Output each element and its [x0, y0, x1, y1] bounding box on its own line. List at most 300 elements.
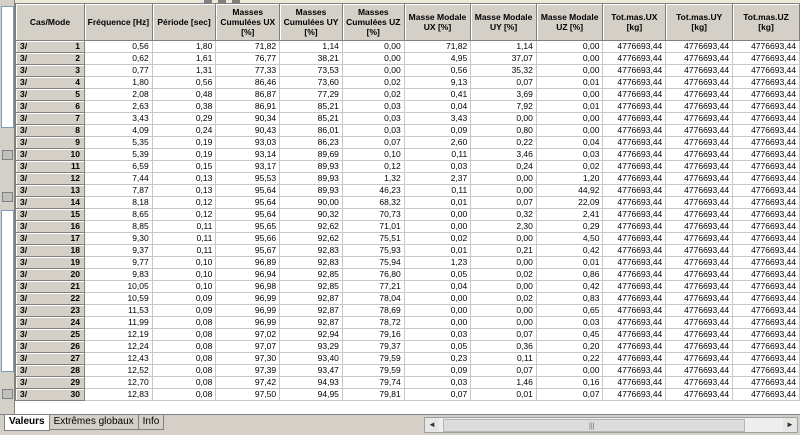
cell-mmuy[interactable]: 2,30: [471, 221, 537, 233]
cell-mmux[interactable]: 0,07: [404, 389, 471, 401]
cell-tuz[interactable]: 4776693,44: [733, 137, 800, 149]
cell-mcuy[interactable]: 93,40: [280, 353, 343, 365]
cell-tuz[interactable]: 4776693,44: [733, 389, 800, 401]
cell-tux[interactable]: 4776693,44: [603, 221, 666, 233]
cell-mmuy[interactable]: 0,00: [471, 317, 537, 329]
cell-mmuz[interactable]: 0,03: [536, 317, 603, 329]
cell-mcuz[interactable]: 76,80: [342, 269, 404, 281]
cell-mmux[interactable]: 2,37: [404, 173, 471, 185]
cell-mmuy[interactable]: 0,07: [471, 365, 537, 377]
cell-mmuz[interactable]: 0,16: [536, 377, 603, 389]
cell-period[interactable]: 0,12: [152, 209, 216, 221]
scroll-right-arrow-icon[interactable]: ►: [783, 418, 797, 432]
table-row[interactable]: [16, 245, 800, 257]
cell-mcux[interactable]: 93,03: [216, 137, 280, 149]
table-row[interactable]: [16, 65, 800, 77]
cell-tuz[interactable]: 4776693,44: [733, 149, 800, 161]
row-header[interactable]: [16, 137, 85, 149]
cell-mmux[interactable]: 0,11: [404, 149, 471, 161]
table-row[interactable]: [16, 173, 800, 185]
cell-mmuy[interactable]: 0,07: [471, 77, 537, 89]
cell-tuz[interactable]: 4776693,44: [733, 245, 800, 257]
cell-freq[interactable]: 12,52: [85, 365, 153, 377]
cell-tuy[interactable]: 4776693,44: [666, 377, 733, 389]
cell-period[interactable]: 1,80: [152, 41, 216, 53]
cell-tuz[interactable]: 4776693,44: [733, 101, 800, 113]
cell-freq[interactable]: 12,70: [85, 377, 153, 389]
cell-tuz[interactable]: 4776693,44: [733, 125, 800, 137]
cell-freq[interactable]: 3,43: [85, 113, 153, 125]
cell-freq[interactable]: 8,65: [85, 209, 153, 221]
cell-mmuy[interactable]: 0,00: [471, 257, 537, 269]
cell-mmuz[interactable]: 0,65: [536, 305, 603, 317]
cell-tuz[interactable]: 4776693,44: [733, 233, 800, 245]
cell-tuz[interactable]: 4776693,44: [733, 329, 800, 341]
cell-mmuy[interactable]: 0,00: [471, 281, 537, 293]
cell-mcuz[interactable]: 1,32: [342, 173, 404, 185]
cell-mmuz[interactable]: 0,86: [536, 269, 603, 281]
cell-mcuz[interactable]: 75,94: [342, 257, 404, 269]
cell-period[interactable]: 0,10: [152, 269, 216, 281]
table-row[interactable]: [16, 113, 800, 125]
cell-tuy[interactable]: 4776693,44: [666, 269, 733, 281]
cell-mcuy[interactable]: 92,87: [280, 293, 343, 305]
cell-tux[interactable]: 4776693,44: [603, 149, 666, 161]
table-row[interactable]: [16, 329, 800, 341]
cell-mcux[interactable]: 95,65: [216, 221, 280, 233]
cell-tuy[interactable]: 4776693,44: [666, 329, 733, 341]
cell-mcuy[interactable]: 85,21: [280, 113, 343, 125]
cell-mcuy[interactable]: 86,23: [280, 137, 343, 149]
cell-freq[interactable]: 9,77: [85, 257, 153, 269]
cell-mcux[interactable]: 86,91: [216, 101, 280, 113]
cell-mcux[interactable]: 95,66: [216, 233, 280, 245]
cell-mcuz[interactable]: 70,73: [342, 209, 404, 221]
cell-mmux[interactable]: 0,03: [404, 329, 471, 341]
cell-freq[interactable]: 7,44: [85, 173, 153, 185]
cell-period[interactable]: 0,15: [152, 161, 216, 173]
cell-mmuy[interactable]: 0,80: [471, 125, 537, 137]
cell-mmux[interactable]: 4,95: [404, 53, 471, 65]
cell-mmuy[interactable]: 35,32: [471, 65, 537, 77]
cell-tuz[interactable]: 4776693,44: [733, 257, 800, 269]
column-header-mmuy[interactable]: Masse Modale UY [%]: [471, 4, 537, 41]
cell-period[interactable]: 1,61: [152, 53, 216, 65]
cell-freq[interactable]: 1,80: [85, 77, 153, 89]
row-header[interactable]: [16, 65, 85, 77]
cell-mcuz[interactable]: 0,03: [342, 125, 404, 137]
table-row[interactable]: [16, 101, 800, 113]
scroll-left-arrow-icon[interactable]: ◄: [425, 418, 439, 432]
table-row[interactable]: [16, 41, 800, 53]
table-row[interactable]: [16, 341, 800, 353]
cell-mcuy[interactable]: 89,93: [280, 173, 343, 185]
cell-mmuz[interactable]: 0,29: [536, 221, 603, 233]
table-row[interactable]: [16, 233, 800, 245]
cell-tuz[interactable]: 4776693,44: [733, 89, 800, 101]
cell-mcuz[interactable]: 79,74: [342, 377, 404, 389]
cell-tuy[interactable]: 4776693,44: [666, 197, 733, 209]
cell-mcuy[interactable]: 89,93: [280, 185, 343, 197]
cell-mcuy[interactable]: 93,47: [280, 365, 343, 377]
cell-mmuz[interactable]: 0,20: [536, 341, 603, 353]
cell-tux[interactable]: 4776693,44: [603, 281, 666, 293]
cell-period[interactable]: 0,10: [152, 281, 216, 293]
cell-tux[interactable]: 4776693,44: [603, 173, 666, 185]
cell-tuz[interactable]: 4776693,44: [733, 197, 800, 209]
cell-mcux[interactable]: 96,99: [216, 305, 280, 317]
cell-freq[interactable]: 12,19: [85, 329, 153, 341]
cell-tuz[interactable]: 4776693,44: [733, 41, 800, 53]
cell-mmuz[interactable]: 0,00: [536, 365, 603, 377]
cell-mmuy[interactable]: 0,32: [471, 209, 537, 221]
cell-tuy[interactable]: 4776693,44: [666, 65, 733, 77]
cell-period[interactable]: 0,08: [152, 377, 216, 389]
cell-mcux[interactable]: 95,64: [216, 197, 280, 209]
cell-freq[interactable]: 2,63: [85, 101, 153, 113]
table-row[interactable]: [16, 185, 800, 197]
cell-tuy[interactable]: 4776693,44: [666, 389, 733, 401]
cell-mcuy[interactable]: 89,93: [280, 161, 343, 173]
cell-tux[interactable]: 4776693,44: [603, 257, 666, 269]
cell-mmuy[interactable]: 0,02: [471, 293, 537, 305]
cell-period[interactable]: 0,24: [152, 125, 216, 137]
cell-mcuy[interactable]: 90,32: [280, 209, 343, 221]
cell-mmuy[interactable]: 0,00: [471, 233, 537, 245]
cell-freq[interactable]: 0,77: [85, 65, 153, 77]
cell-period[interactable]: 0,11: [152, 245, 216, 257]
cell-freq[interactable]: 9,37: [85, 245, 153, 257]
cell-freq[interactable]: 11,53: [85, 305, 153, 317]
cell-mmuy[interactable]: 37,07: [471, 53, 537, 65]
table-row[interactable]: [16, 281, 800, 293]
cell-mmuz[interactable]: 0,00: [536, 125, 603, 137]
cell-mcuy[interactable]: 90,00: [280, 197, 343, 209]
cell-mmuz[interactable]: 0,01: [536, 101, 603, 113]
cell-freq[interactable]: 9,83: [85, 269, 153, 281]
column-header-period[interactable]: Période [sec]: [152, 4, 216, 41]
row-header[interactable]: [16, 245, 85, 257]
row-header[interactable]: [16, 125, 85, 137]
table-row[interactable]: [16, 389, 800, 401]
table-row[interactable]: [16, 149, 800, 161]
row-header[interactable]: [16, 281, 85, 293]
cell-freq[interactable]: 0,56: [85, 41, 153, 53]
cell-mcux[interactable]: 96,89: [216, 257, 280, 269]
table-row[interactable]: [16, 125, 800, 137]
cell-mmux[interactable]: 1,23: [404, 257, 471, 269]
cell-mcuy[interactable]: 92,87: [280, 305, 343, 317]
cell-mmuy[interactable]: 0,22: [471, 137, 537, 149]
cell-mmuz[interactable]: 0,03: [536, 149, 603, 161]
row-header[interactable]: [16, 221, 85, 233]
cell-tux[interactable]: 4776693,44: [603, 341, 666, 353]
cell-mcuz[interactable]: 78,69: [342, 305, 404, 317]
cell-tuy[interactable]: 4776693,44: [666, 233, 733, 245]
cell-mcuy[interactable]: 92,83: [280, 257, 343, 269]
cell-mcux[interactable]: 93,17: [216, 161, 280, 173]
column-header-tux[interactable]: Tot.mas.UX [kg]: [603, 4, 666, 41]
table-row[interactable]: [16, 257, 800, 269]
cell-tux[interactable]: 4776693,44: [603, 389, 666, 401]
row-header[interactable]: [16, 305, 85, 317]
cell-mcuy[interactable]: 89,69: [280, 149, 343, 161]
cell-mmuy[interactable]: 0,11: [471, 353, 537, 365]
cell-tuy[interactable]: 4776693,44: [666, 113, 733, 125]
cell-mcux[interactable]: 76,77: [216, 53, 280, 65]
tab-extr-mes-globaux[interactable]: Extrêmes globaux: [49, 415, 139, 430]
cell-tuz[interactable]: 4776693,44: [733, 161, 800, 173]
left-panel-list-lower[interactable]: [1, 210, 14, 372]
row-header[interactable]: [16, 41, 85, 53]
cell-mcuy[interactable]: 92,62: [280, 233, 343, 245]
cell-tuy[interactable]: 4776693,44: [666, 305, 733, 317]
cell-mcuy[interactable]: 38,21: [280, 53, 343, 65]
row-header[interactable]: [16, 101, 85, 113]
cell-mcux[interactable]: 96,99: [216, 293, 280, 305]
row-header[interactable]: [16, 233, 85, 245]
cell-mmuz[interactable]: 0,42: [536, 245, 603, 257]
table-row[interactable]: [16, 53, 800, 65]
cell-mcuy[interactable]: 1,14: [280, 41, 343, 53]
cell-mcuy[interactable]: 92,85: [280, 269, 343, 281]
cell-mcux[interactable]: 86,87: [216, 89, 280, 101]
cell-mcuy[interactable]: 73,53: [280, 65, 343, 77]
cell-tuy[interactable]: 4776693,44: [666, 353, 733, 365]
column-header-mmux[interactable]: Masse Modale UX [%]: [404, 4, 471, 41]
cell-mmuz[interactable]: 1,20: [536, 173, 603, 185]
cell-mmux[interactable]: 0,41: [404, 89, 471, 101]
cell-mmux[interactable]: 0,04: [404, 101, 471, 113]
cell-mmuz[interactable]: 4,50: [536, 233, 603, 245]
row-header[interactable]: [16, 149, 85, 161]
cell-tux[interactable]: 4776693,44: [603, 77, 666, 89]
cell-mmux[interactable]: 0,03: [404, 161, 471, 173]
cell-mmux[interactable]: 0,01: [404, 245, 471, 257]
table-row[interactable]: [16, 77, 800, 89]
cell-tux[interactable]: 4776693,44: [603, 89, 666, 101]
cell-mmuy[interactable]: 0,36: [471, 341, 537, 353]
cell-mcux[interactable]: 97,42: [216, 377, 280, 389]
cell-mcuz[interactable]: 0,00: [342, 41, 404, 53]
cell-mcuz[interactable]: 75,51: [342, 233, 404, 245]
cell-mcux[interactable]: 95,67: [216, 245, 280, 257]
cell-mcuz[interactable]: 79,81: [342, 389, 404, 401]
cell-mmuz[interactable]: 0,42: [536, 281, 603, 293]
cell-period[interactable]: 0,13: [152, 173, 216, 185]
cell-tuy[interactable]: 4776693,44: [666, 137, 733, 149]
cell-tux[interactable]: 4776693,44: [603, 197, 666, 209]
cell-mmuy[interactable]: 1,46: [471, 377, 537, 389]
cell-tuz[interactable]: 4776693,44: [733, 173, 800, 185]
cell-tuy[interactable]: 4776693,44: [666, 293, 733, 305]
cell-mmuz[interactable]: 0,00: [536, 113, 603, 125]
row-header[interactable]: [16, 209, 85, 221]
cell-mmuz[interactable]: 2,41: [536, 209, 603, 221]
row-header[interactable]: [16, 341, 85, 353]
cell-mcuy[interactable]: 86,01: [280, 125, 343, 137]
table-row[interactable]: [16, 161, 800, 173]
table-row[interactable]: [16, 377, 800, 389]
tab-info[interactable]: Info: [138, 415, 165, 430]
column-header-mcuz[interactable]: Masses Cumulées UZ [%]: [342, 4, 404, 41]
cell-tux[interactable]: 4776693,44: [603, 125, 666, 137]
cell-mmuy[interactable]: 3,46: [471, 149, 537, 161]
cell-mcuy[interactable]: 73,60: [280, 77, 343, 89]
cell-period[interactable]: 0,08: [152, 353, 216, 365]
tab-valeurs[interactable]: Valeurs: [4, 415, 50, 431]
cell-tux[interactable]: 4776693,44: [603, 377, 666, 389]
cell-tuz[interactable]: 4776693,44: [733, 281, 800, 293]
cell-tux[interactable]: 4776693,44: [603, 269, 666, 281]
cell-tux[interactable]: 4776693,44: [603, 245, 666, 257]
row-header[interactable]: [16, 77, 85, 89]
cell-tux[interactable]: 4776693,44: [603, 365, 666, 377]
row-header[interactable]: [16, 377, 85, 389]
cell-tux[interactable]: 4776693,44: [603, 65, 666, 77]
row-header[interactable]: [16, 53, 85, 65]
cell-mmuy[interactable]: 0,01: [471, 389, 537, 401]
cell-mcux[interactable]: 95,64: [216, 209, 280, 221]
cell-mmuz[interactable]: 0,01: [536, 257, 603, 269]
row-header[interactable]: [16, 269, 85, 281]
horizontal-scrollbar[interactable]: [424, 417, 798, 433]
cell-tuy[interactable]: 4776693,44: [666, 161, 733, 173]
cell-mcux[interactable]: 97,50: [216, 389, 280, 401]
cell-period[interactable]: 0,11: [152, 233, 216, 245]
left-panel-list[interactable]: [1, 6, 14, 128]
cell-mcux[interactable]: 96,94: [216, 269, 280, 281]
cell-tuz[interactable]: 4776693,44: [733, 77, 800, 89]
table-row[interactable]: [16, 197, 800, 209]
cell-tuy[interactable]: 4776693,44: [666, 209, 733, 221]
row-header[interactable]: [16, 89, 85, 101]
cell-freq[interactable]: 5,35: [85, 137, 153, 149]
cell-tuz[interactable]: 4776693,44: [733, 185, 800, 197]
cell-period[interactable]: 0,09: [152, 305, 216, 317]
cell-mmuz[interactable]: 0,83: [536, 293, 603, 305]
cell-mcuz[interactable]: 46,23: [342, 185, 404, 197]
cell-tux[interactable]: 4776693,44: [603, 113, 666, 125]
cell-mmuz[interactable]: 44,92: [536, 185, 603, 197]
cell-mcux[interactable]: 90,34: [216, 113, 280, 125]
column-header-mmuz[interactable]: Masse Modale UZ [%]: [536, 4, 603, 41]
column-header-tuy[interactable]: Tot.mas.UY [kg]: [666, 4, 733, 41]
cell-tuz[interactable]: 4776693,44: [733, 353, 800, 365]
cell-mcuy[interactable]: 92,62: [280, 221, 343, 233]
cell-mmuz[interactable]: 0,00: [536, 89, 603, 101]
cell-tux[interactable]: 4776693,44: [603, 209, 666, 221]
cell-freq[interactable]: 12,83: [85, 389, 153, 401]
cell-mmux[interactable]: 0,00: [404, 221, 471, 233]
cell-mcuy[interactable]: 94,93: [280, 377, 343, 389]
cell-tuy[interactable]: 4776693,44: [666, 101, 733, 113]
cell-tuy[interactable]: 4776693,44: [666, 221, 733, 233]
cell-freq[interactable]: 12,24: [85, 341, 153, 353]
cell-mcux[interactable]: 97,39: [216, 365, 280, 377]
cell-tux[interactable]: 4776693,44: [603, 41, 666, 53]
cell-tuy[interactable]: 4776693,44: [666, 317, 733, 329]
cell-mcuz[interactable]: 0,00: [342, 65, 404, 77]
cell-mcuy[interactable]: 94,95: [280, 389, 343, 401]
cell-mcuz[interactable]: 71,01: [342, 221, 404, 233]
cell-tuy[interactable]: 4776693,44: [666, 257, 733, 269]
cell-tuy[interactable]: 4776693,44: [666, 89, 733, 101]
cell-period[interactable]: 0,11: [152, 221, 216, 233]
cell-tuz[interactable]: 4776693,44: [733, 365, 800, 377]
cell-tuz[interactable]: 4776693,44: [733, 221, 800, 233]
row-header[interactable]: [16, 257, 85, 269]
row-header[interactable]: [16, 293, 85, 305]
cell-mmux[interactable]: 9,13: [404, 77, 471, 89]
table-row[interactable]: [16, 293, 800, 305]
row-header[interactable]: [16, 161, 85, 173]
cell-tuz[interactable]: 4776693,44: [733, 113, 800, 125]
cell-mmux[interactable]: 0,00: [404, 209, 471, 221]
cell-tuy[interactable]: 4776693,44: [666, 173, 733, 185]
cell-mmux[interactable]: 0,00: [404, 293, 471, 305]
cell-mmuy[interactable]: 0,07: [471, 329, 537, 341]
cell-freq[interactable]: 2,08: [85, 89, 153, 101]
row-header[interactable]: [16, 365, 85, 377]
cell-period[interactable]: 0,08: [152, 365, 216, 377]
cell-mcuz[interactable]: 77,21: [342, 281, 404, 293]
cell-mcuz[interactable]: 79,16: [342, 329, 404, 341]
cell-tux[interactable]: 4776693,44: [603, 353, 666, 365]
cell-period[interactable]: 0,09: [152, 293, 216, 305]
row-header[interactable]: [16, 185, 85, 197]
cell-tuz[interactable]: 4776693,44: [733, 341, 800, 353]
column-header-mode[interactable]: Cas/Mode: [16, 4, 85, 41]
cell-mmuy[interactable]: 0,21: [471, 245, 537, 257]
cell-tux[interactable]: 4776693,44: [603, 233, 666, 245]
cell-period[interactable]: 0,10: [152, 257, 216, 269]
cell-freq[interactable]: 7,87: [85, 185, 153, 197]
cell-tuy[interactable]: 4776693,44: [666, 125, 733, 137]
cell-tuz[interactable]: 4776693,44: [733, 65, 800, 77]
cell-mcux[interactable]: 96,98: [216, 281, 280, 293]
cell-mcuz[interactable]: 0,00: [342, 53, 404, 65]
cell-period[interactable]: 1,31: [152, 65, 216, 77]
cell-tux[interactable]: 4776693,44: [603, 293, 666, 305]
cell-freq[interactable]: 8,18: [85, 197, 153, 209]
table-row[interactable]: [16, 89, 800, 101]
cell-period[interactable]: 0,38: [152, 101, 216, 113]
table-row[interactable]: [16, 353, 800, 365]
cell-mmuz[interactable]: 0,22: [536, 353, 603, 365]
cell-mmux[interactable]: 71,82: [404, 41, 471, 53]
cell-freq[interactable]: 4,09: [85, 125, 153, 137]
table-row[interactable]: [16, 305, 800, 317]
cell-mcuz[interactable]: 0,10: [342, 149, 404, 161]
column-header-mcuy[interactable]: Masses Cumulées UY [%]: [280, 4, 343, 41]
cell-tuy[interactable]: 4776693,44: [666, 341, 733, 353]
cell-tux[interactable]: 4776693,44: [603, 305, 666, 317]
cell-mcuz[interactable]: 0,03: [342, 113, 404, 125]
cell-tux[interactable]: 4776693,44: [603, 329, 666, 341]
cell-mmuz[interactable]: 0,01: [536, 77, 603, 89]
cell-freq[interactable]: 11,99: [85, 317, 153, 329]
cell-mcuz[interactable]: 79,37: [342, 341, 404, 353]
cell-mcuy[interactable]: 92,94: [280, 329, 343, 341]
cell-mmuy[interactable]: 1,14: [471, 41, 537, 53]
cell-period[interactable]: 0,08: [152, 341, 216, 353]
cell-mmux[interactable]: 0,05: [404, 341, 471, 353]
cell-mcuy[interactable]: 92,87: [280, 317, 343, 329]
cell-mcuz[interactable]: 79,59: [342, 365, 404, 377]
cell-tuz[interactable]: 4776693,44: [733, 317, 800, 329]
row-header[interactable]: [16, 197, 85, 209]
